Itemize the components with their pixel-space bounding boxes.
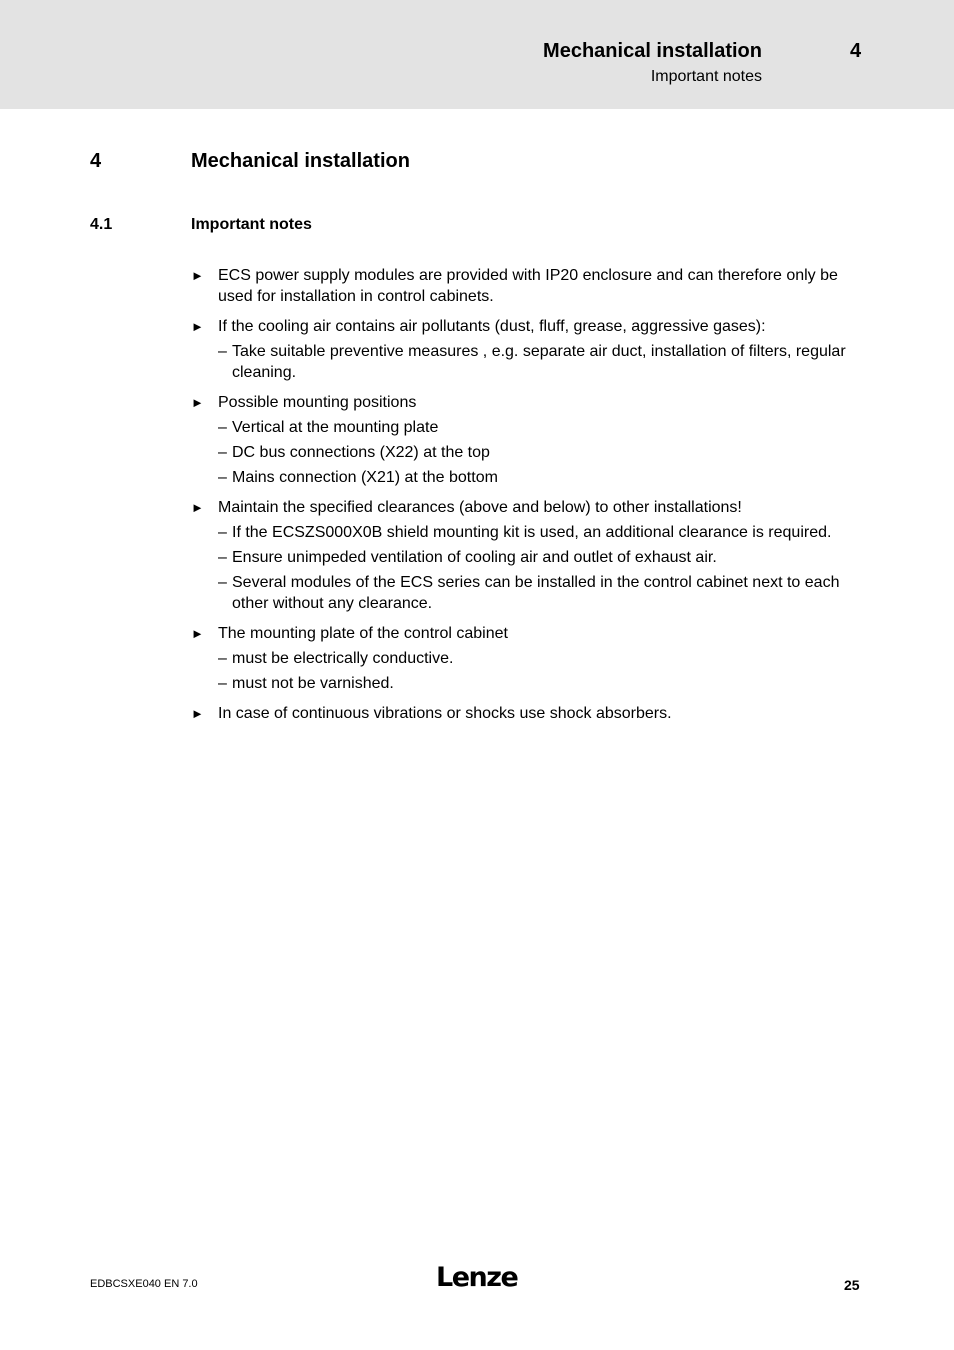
note-item <box>191 497 861 614</box>
note-sub-item <box>218 522 861 543</box>
subsection-number: 4.1 <box>90 216 113 233</box>
note-sub-text: Vertical at the mounting plate <box>232 419 439 436</box>
dash-marker: – <box>218 549 227 566</box>
dash-marker: – <box>218 675 227 692</box>
note-sub-text: must be electrically conductive. <box>232 650 454 667</box>
header-subtitle: Important notes <box>650 68 762 85</box>
dash-marker: – <box>218 343 227 360</box>
note-text: The mounting plate of the control cabinet <box>218 625 508 642</box>
note-text: In case of continuous vibrations or shocks use shock absorbers. <box>218 705 672 722</box>
notes-list <box>191 265 861 733</box>
note-item <box>191 265 861 307</box>
page-header <box>0 0 954 109</box>
dash-marker: – <box>218 650 227 667</box>
note-item <box>191 392 861 488</box>
note-item <box>191 316 861 383</box>
note-sub-item <box>218 572 861 614</box>
dash-marker: – <box>218 469 227 486</box>
note-sub-text: If the ECSZS000X0B shield mounting kit is used, an additional clearance is required. <box>232 524 832 541</box>
bullet-arrow-icon: ► <box>191 395 204 410</box>
dash-marker: – <box>218 524 227 541</box>
dash-marker: – <box>218 419 227 436</box>
note-sub-text: DC bus connections (X22) at the top <box>232 444 490 461</box>
note-text: Maintain the specified clearances (above and below) to other installations! <box>218 499 742 516</box>
page-number: 25 <box>844 1277 860 1293</box>
note-sub-text: Mains connection (X21) at the bottom <box>232 469 498 486</box>
header-chapter-number: 4 <box>850 40 862 62</box>
dash-marker: – <box>218 444 227 461</box>
section-title: Mechanical installation <box>191 150 410 172</box>
section-number: 4 <box>90 150 102 172</box>
note-sub-item <box>218 467 861 488</box>
note-sub-text: Several modules of the ECS series can be installed in the control cabinet next to each other without any clearance. <box>232 574 840 612</box>
note-sub-text: must not be varnished. <box>232 675 394 692</box>
footer-document-id: EDBCSXE040 EN 7.0 <box>90 1278 198 1290</box>
header-title: Mechanical installation <box>543 40 762 62</box>
lenze-logo: Lenze <box>436 1262 518 1293</box>
note-sub-item <box>218 648 861 669</box>
bullet-arrow-icon: ► <box>191 706 204 721</box>
note-sub-item <box>218 442 861 463</box>
note-sub-item <box>218 673 861 694</box>
bullet-arrow-icon: ► <box>191 500 204 515</box>
bullet-arrow-icon: ► <box>191 268 204 283</box>
subsection-title: Important notes <box>191 216 312 233</box>
note-sub-item <box>218 417 861 438</box>
dash-marker: – <box>218 574 227 591</box>
note-text: ECS power supply modules are provided with IP20 enclosure and can therefore only be used for installation in control cabinets. <box>218 267 838 305</box>
note-text: If the cooling air contains air pollutants (dust, fluff, grease, aggressive gases): <box>218 318 766 335</box>
note-sub-text: Take suitable preventive measures , e.g. separate air duct, installation of filters, regular cleaning. <box>232 343 846 381</box>
bullet-arrow-icon: ► <box>191 626 204 641</box>
bullet-arrow-icon: ► <box>191 319 204 334</box>
note-item <box>191 623 861 694</box>
note-sub-item <box>218 547 861 568</box>
note-item <box>191 703 861 724</box>
note-text: Possible mounting positions <box>218 394 417 411</box>
note-sub-item <box>218 341 861 383</box>
note-sub-text: Ensure unimpeded ventilation of cooling air and outlet of exhaust air. <box>232 549 717 566</box>
